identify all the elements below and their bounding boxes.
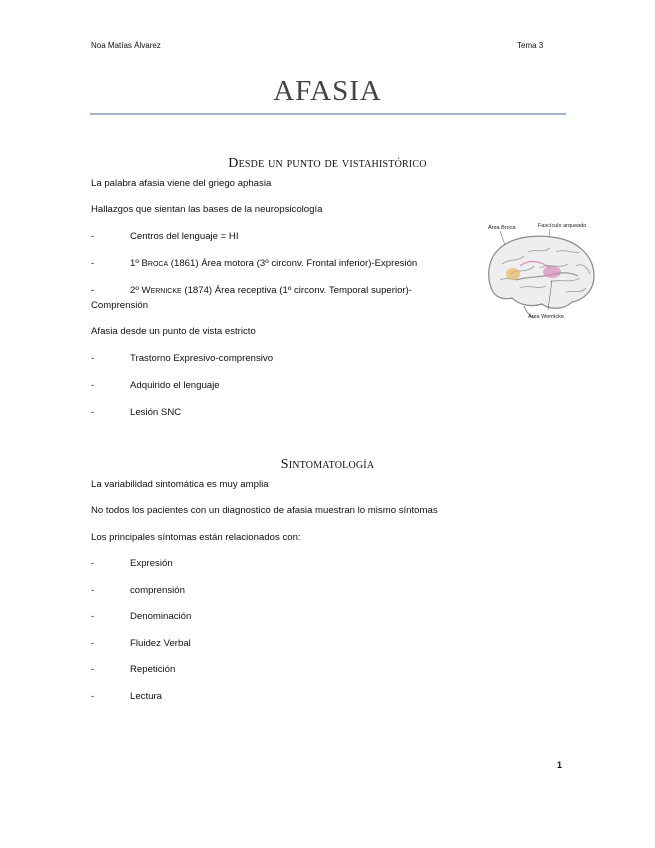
header-tema: Tema 3 (517, 41, 544, 50)
paragraph: Afasia desde un punto de vista estricto (91, 326, 256, 337)
list-dash: - (91, 558, 95, 569)
page-title: AFASIA (273, 75, 382, 107)
paragraph: Hallazgos que sientan las bases de la neuropsicología (91, 204, 323, 215)
list-item-name: Wernicke (141, 285, 182, 296)
list-dash: - (91, 691, 95, 702)
list-item (91, 231, 239, 242)
list-item-text: Adquirido el lenguaje (130, 380, 220, 391)
paragraph: No todos los pacientes con un diagnostico de afasia muestran lo mismo síntomas (91, 505, 438, 516)
list-item-text: comprensión (130, 585, 185, 596)
broca-area-highlight (506, 268, 520, 280)
list-item (91, 664, 175, 675)
brain-outline (489, 236, 594, 308)
list-item (91, 611, 191, 622)
list-dash: - (91, 380, 95, 391)
list-dash: - (91, 353, 95, 364)
list-item-post: (1874) Área receptiva (1º circonv. Temporal superior)- (181, 285, 412, 296)
paragraph: La variabilidad sintomática es muy amplia (91, 479, 269, 490)
list-dash: - (91, 638, 95, 649)
list-item-pre: 2º (130, 285, 142, 296)
list-item (91, 407, 181, 418)
list-item-name: Broca (141, 258, 169, 269)
figure-label-broca: Área Broca (488, 225, 516, 231)
paragraph: La palabra afasia viene del griego aphasia (91, 178, 272, 189)
section-heading-historico: Desde un punto de vistahistórico (228, 156, 427, 171)
wernicke-area-highlight (543, 266, 561, 278)
paragraph: Los principales síntomas están relacionados con: (91, 532, 301, 543)
list-item-text: Lesión SNC (130, 407, 182, 418)
header-author: Noa Matías Álvarez (91, 41, 161, 50)
section-heading-sintomatologia: Sintomatología (280, 457, 375, 472)
list-item-text: Fluidez Verbal (130, 638, 191, 649)
list-item (91, 258, 417, 269)
list-item (91, 638, 191, 649)
figure-label-wernicke: Área Wernicke (528, 314, 564, 320)
list-item-continuation: Comprensión (91, 300, 149, 311)
list-dash: - (91, 611, 95, 622)
title-rule (90, 113, 566, 115)
list-item (91, 585, 185, 596)
list-item (91, 558, 173, 569)
list-item (91, 691, 162, 702)
list-dash: - (91, 285, 95, 296)
list-item-text: Denominación (130, 611, 192, 622)
list-dash: - (91, 231, 95, 242)
figure-label-fasciculo: Fascículo arqueado (538, 223, 587, 229)
list-item-text: Centros del lenguaje = HI (130, 231, 239, 242)
list-item-text: Trastorno Expresivo-comprensivo (130, 353, 274, 364)
list-dash: - (91, 407, 95, 418)
list-dash: - (91, 664, 95, 675)
list-item-text: Repetición (130, 664, 176, 675)
list-item-post: (1861) Área motora (3º circonv. Frontal inferior)-Expresión (168, 258, 418, 269)
list-dash: - (91, 585, 95, 596)
list-item (91, 380, 220, 391)
page-number: 1 (557, 760, 563, 770)
list-item-pre: 1º (130, 258, 142, 269)
list-item (91, 353, 273, 364)
brain-figure (480, 218, 600, 323)
list-item (91, 283, 451, 313)
list-item-text: Expresión (130, 558, 173, 569)
list-item-text: Lectura (130, 691, 162, 702)
list-dash: - (91, 258, 95, 269)
